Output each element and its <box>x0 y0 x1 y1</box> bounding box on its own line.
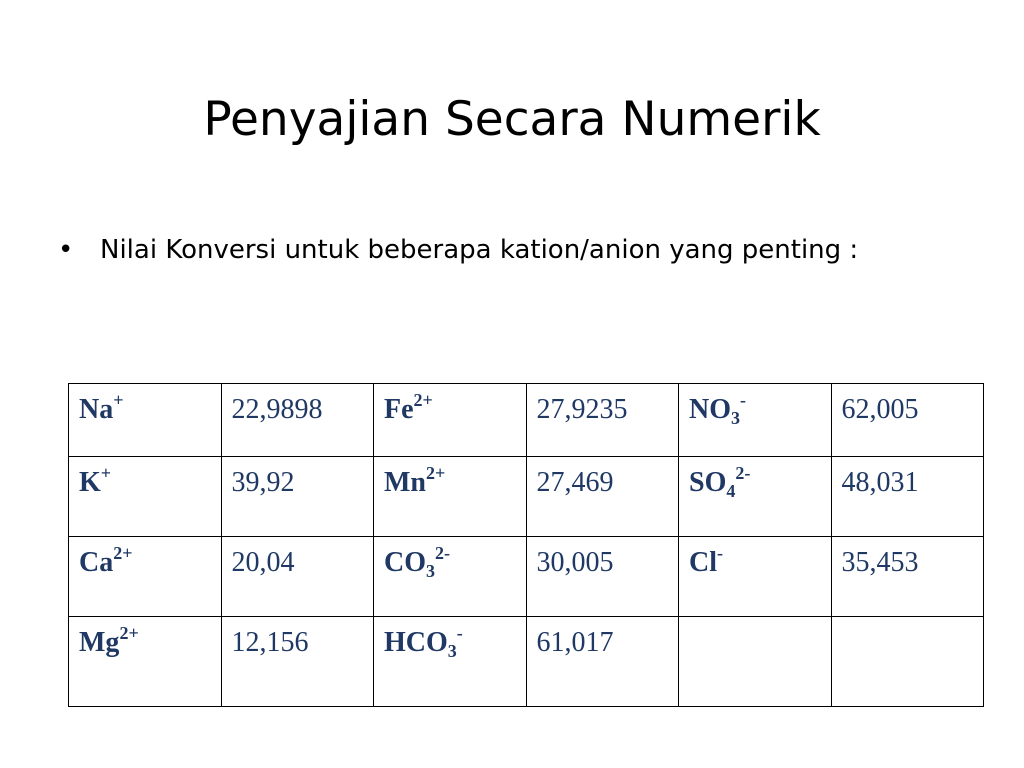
bullet-point <box>58 228 938 272</box>
ion-charge: 2+ <box>413 390 433 410</box>
ion-charge: + <box>113 390 124 410</box>
table-row <box>69 384 984 457</box>
ion-cell <box>679 384 832 457</box>
value-cell: 39,92 <box>221 457 374 537</box>
ion-charge: + <box>100 463 112 483</box>
ion-cell <box>374 537 527 617</box>
ion-base: Fe <box>384 394 414 425</box>
ion-cell <box>679 537 832 617</box>
ion-cell <box>374 457 527 537</box>
ion-cell <box>69 457 222 537</box>
table-row <box>69 617 984 707</box>
value-cell: 61,017 <box>526 617 679 707</box>
ion-charge: 2+ <box>113 543 133 563</box>
bullet-icon: • <box>58 235 74 265</box>
ion-subscript: 3 <box>731 408 740 428</box>
ion-base: Mg <box>79 627 120 658</box>
ion-base: Cl <box>689 547 717 578</box>
ion-base: Ca <box>79 547 114 578</box>
value-cell: 27,9235 <box>526 384 679 457</box>
value-cell-empty <box>831 617 984 707</box>
ion-charge: 2+ <box>426 463 446 483</box>
ion-base: Mn <box>384 467 426 498</box>
ion-charge: 2- <box>735 463 751 483</box>
table-row <box>69 537 984 617</box>
bullet-text: Nilai Konversi untuk beberapa kation/anion yang penting : <box>100 235 859 265</box>
value-cell: 20,04 <box>221 537 374 617</box>
value-cell: 48,031 <box>831 457 984 537</box>
slide-title: Penyajian Secara Numerik <box>203 92 821 147</box>
ion-subscript: 3 <box>426 561 435 581</box>
ion-cell <box>69 384 222 457</box>
value-cell: 22,9898 <box>221 384 374 457</box>
value-cell: 30,005 <box>526 537 679 617</box>
ion-charge: - <box>717 543 723 563</box>
ion-base: K <box>79 467 101 498</box>
value-cell: 35,453 <box>831 537 984 617</box>
ion-charge: - <box>740 390 746 410</box>
ion-subscript: 4 <box>726 481 736 501</box>
ion-cell-empty <box>679 617 832 707</box>
value-cell: 62,005 <box>831 384 984 457</box>
ion-cell <box>69 537 222 617</box>
ion-cell <box>374 617 527 707</box>
value-cell: 12,156 <box>221 617 374 707</box>
ion-charge: 2+ <box>119 623 139 643</box>
ion-cell <box>679 457 832 537</box>
conversion-table <box>68 383 984 707</box>
ion-base: CO <box>384 547 426 578</box>
ion-cell <box>69 617 222 707</box>
table-row <box>69 457 984 537</box>
ion-cell <box>374 384 527 457</box>
ion-charge: 2- <box>435 543 450 563</box>
ion-subscript: 3 <box>447 641 457 661</box>
ion-base: Na <box>79 394 114 425</box>
ion-base: SO <box>689 467 727 498</box>
ion-charge: - <box>456 623 463 643</box>
value-cell: 27,469 <box>526 457 679 537</box>
ion-base: NO <box>689 394 731 425</box>
ion-base: HCO <box>384 627 448 658</box>
